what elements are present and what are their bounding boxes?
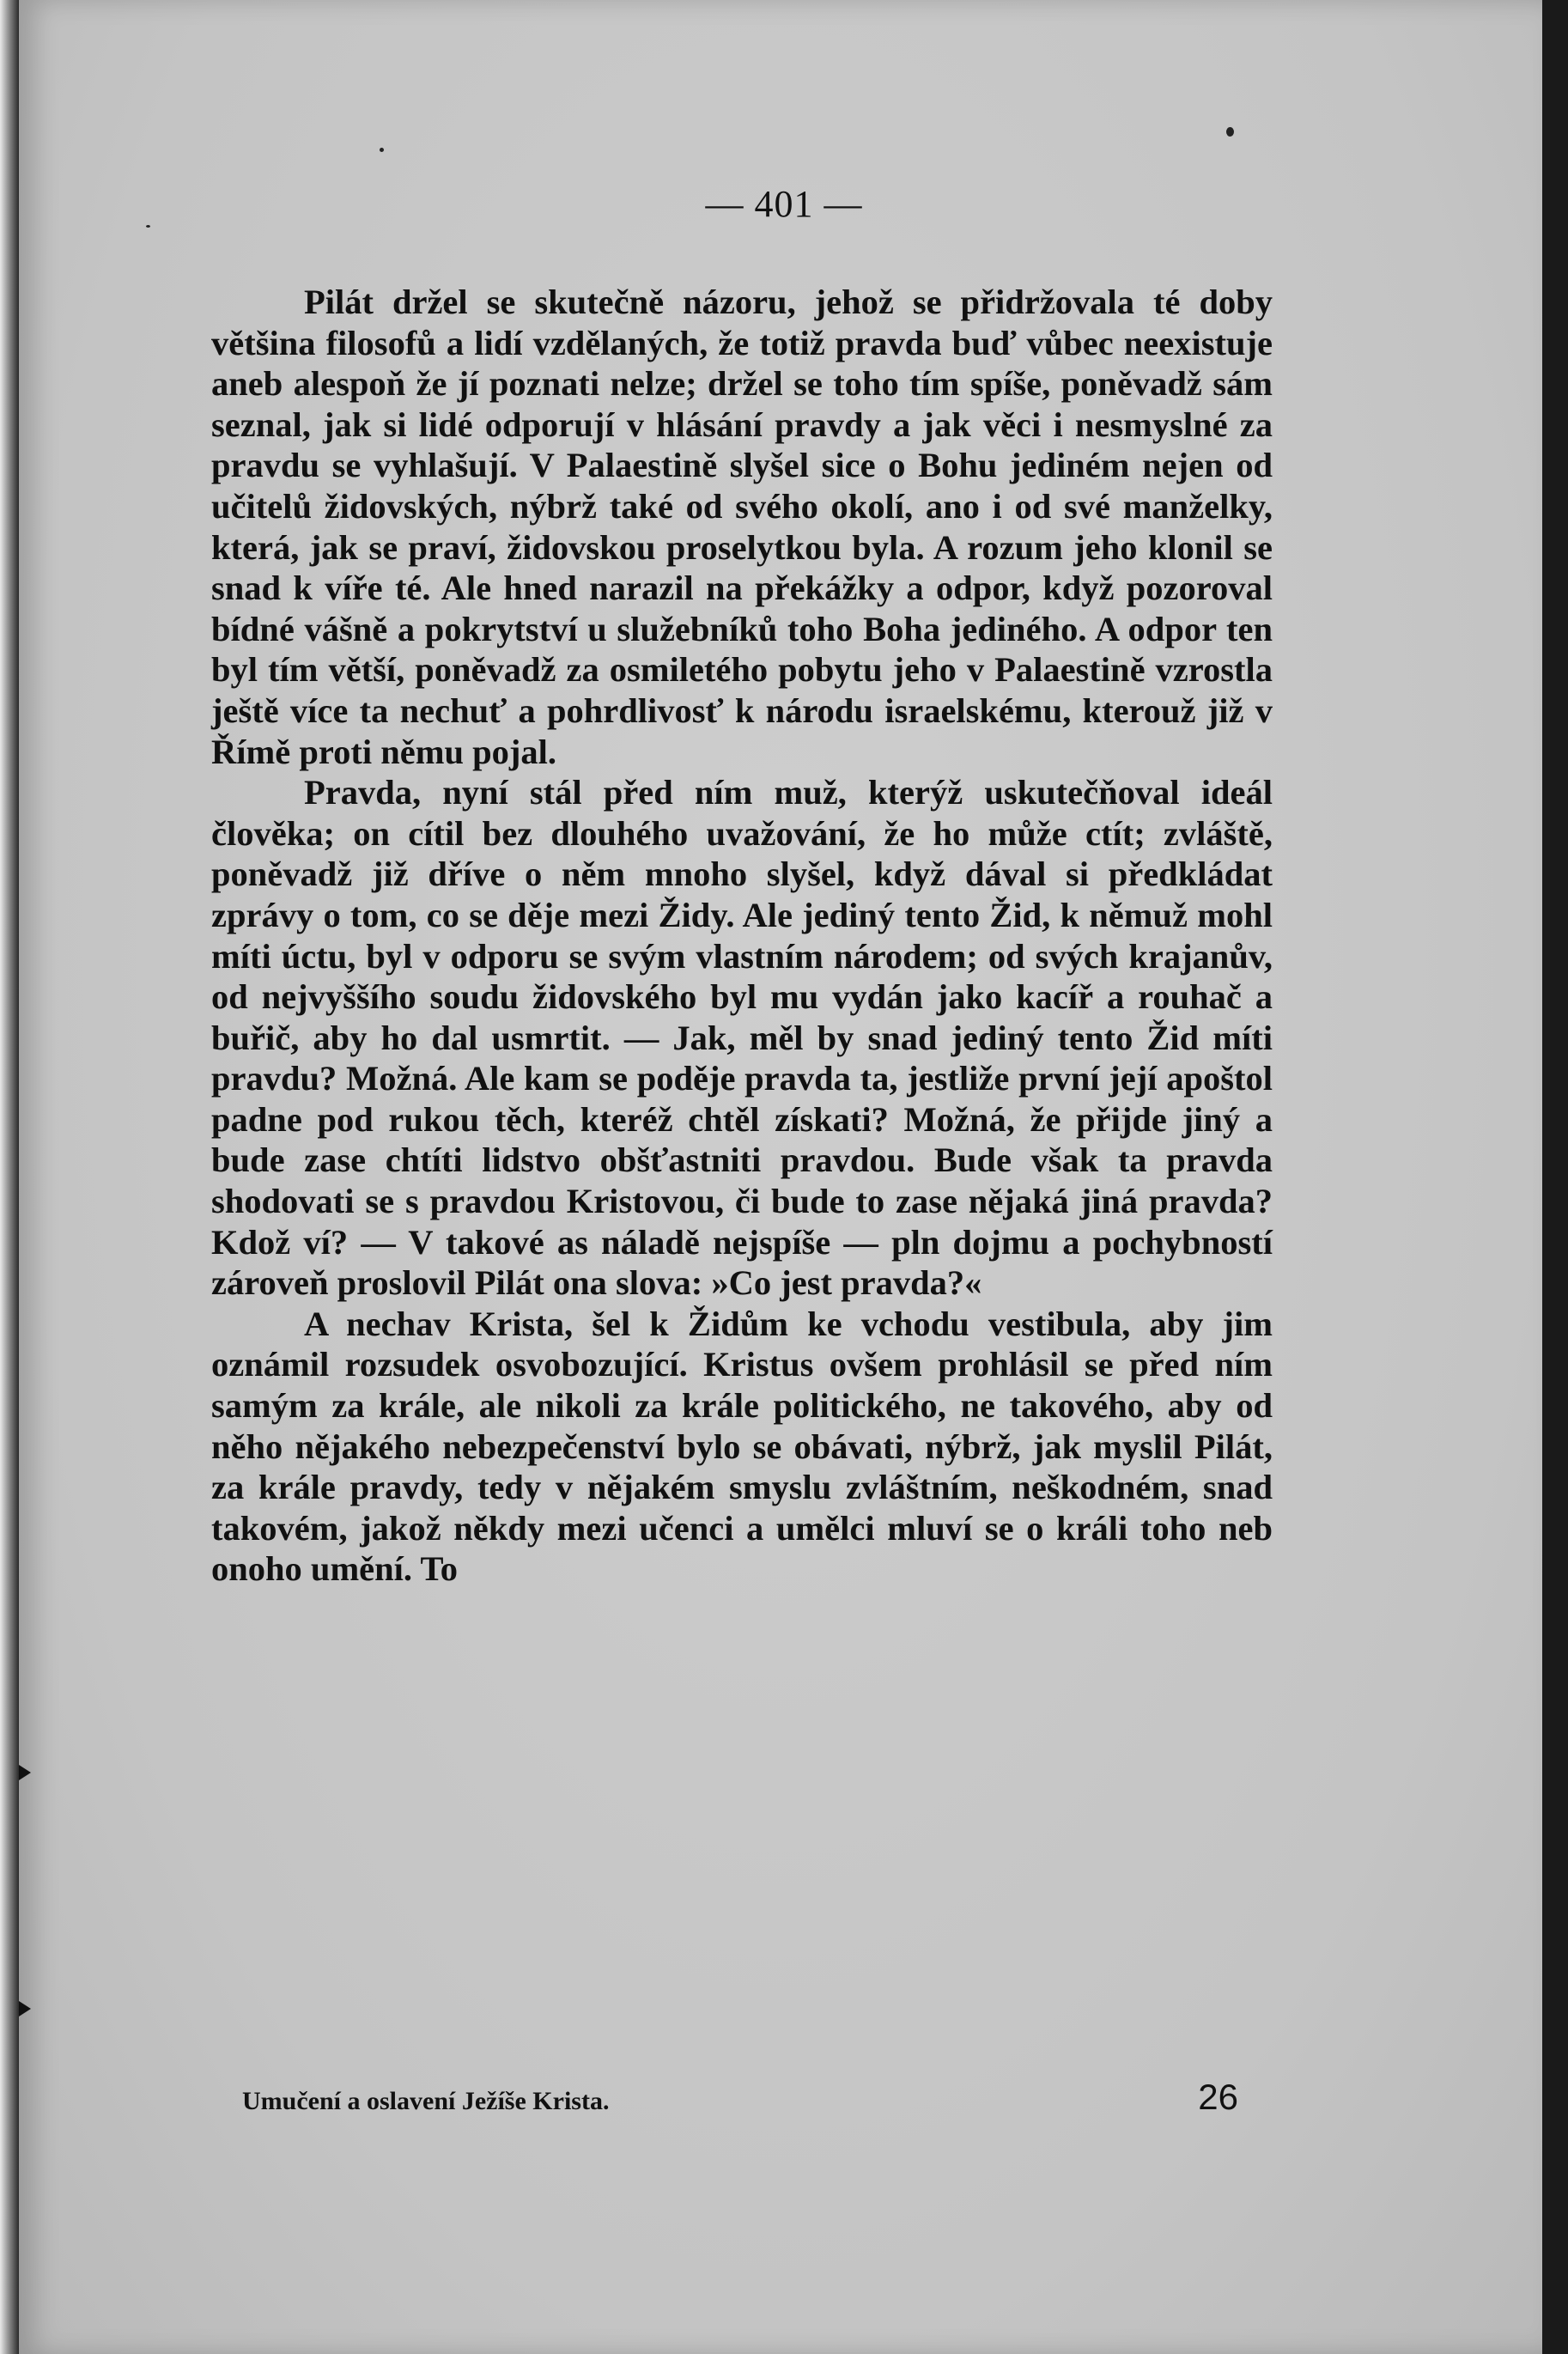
paragraph-2: Pravda, nyní stál před ním muž, kterýž uskutečňoval ideál člověka; on cítil bez dlouhého uvažování, že ho může ctít; zvláště, poněvadž již dříve o něm mnoho slyšel, když dával si předkládat zprávy o tom, co se děje mezi Židy. Ale jediný tento Žid, k němuž mohl míti úctu, byl v odporu se svým vlastním národem; od svých krajanův, od nejvyššího soudu židovského byl mu vydán jako kacíř a rouhač a buřič, aby ho dal usmrtit. — Jak, měl by snad jediný tento Žid míti pravdu? Možná. Ale kam se poděje pravda ta, jestliže první její apoštol padne pod rukou těch, kteréž chtěl získati? Možná, že přijde jiný a bude zase chtíti lidstvo obšťastniti pravdou. Bude však ta pravda shodovati se s pravdou Kristovou, či bude to zase nějaká jiná pravda? Kdož ví? — V takové as náladě nejspíše — pln dojmu a pochybností zároveň proslovil Pilát ona slova: »Co jest pravda?« bbox=[211, 773, 1273, 1303]
print-speck bbox=[380, 148, 384, 152]
print-speck bbox=[1226, 127, 1234, 137]
page-footer bbox=[242, 2077, 1238, 2118]
footer-book-title: Umučení a oslavení Ježíše Krista. bbox=[242, 2087, 610, 2115]
book-spine-edge bbox=[0, 0, 19, 2354]
paragraph-1: Pilát držel se skutečně názoru, jehož se přidržovala té doby většina filosofů a lidí vzdělaných, že totiž pravda buď vůbec neexistuje aneb alespoň že jí poznati nelze; držel se toho tím spíše, poněvadž sám seznal, jak si lidé odporují v hlásání pravdy a jak věci i nesmyslné za pravdu se vyhlašují. V Palaestině slyšel sice o Bohu jediném nejen od učitelů židovských, nýbrž také od svého okolí, ano i od své manželky, která, jak se praví, židovskou proselytkou byla. A rozum jeho klonil se snad k víře té. Ale hned narazil na překážky a odpor, když pozoroval bídné vášně a pokrytství u služebníků toho Boha jediného. A odpor ten byl tím větší, poněvadž za osmiletého pobytu jeho v Palaestině vzrostla ještě více ta nechuť a pohrdlivosť k národu israelskému, kterouž již v Římě proti němu pojal. bbox=[211, 283, 1273, 771]
footer-signature-mark: 26 bbox=[1198, 2077, 1238, 2117]
body-text bbox=[211, 282, 1273, 1590]
margin-mark bbox=[19, 1765, 31, 1780]
margin-mark bbox=[19, 2001, 31, 2016]
page-number-header: — 401 — bbox=[705, 183, 863, 225]
paragraph-3: A nechav Krista, šel k Židům ke vchodu vestibula, aby jim oznámil rozsudek osvobozující. Kristus ovšem prohlásil se před ním samým za krále, ale nikoli za krále politického, ne takového, aby od něho nějakého nebezpečenství bylo se obávati, nýbrž, jak myslil Pilát, za krále pravdy, tedy v nějakém smyslu zvláštním, neškodném, snad takovém, jakož někdy mezi učenci a umělci mluví se o králi toho neb onoho umění. To bbox=[211, 1304, 1273, 1589]
